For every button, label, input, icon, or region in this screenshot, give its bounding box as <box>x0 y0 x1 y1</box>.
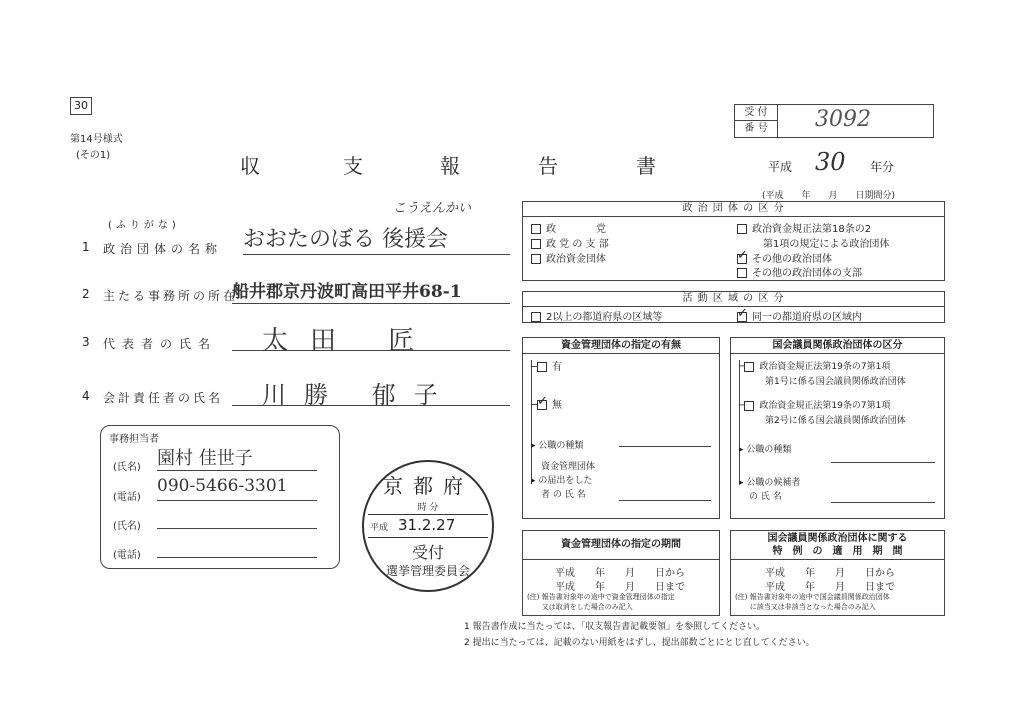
org-type-option[interactable]: 政 党 の 支 部 <box>531 235 609 250</box>
activity-option[interactable]: 2以上の都道府県の区域等 <box>531 308 662 323</box>
fund-mgmt-office-type: ▸ 公職の種類 <box>531 441 584 451</box>
fund-mgmt-no[interactable]: ─ ✓ 無 <box>531 394 563 411</box>
checkbox[interactable] <box>531 239 541 249</box>
diet-period-section <box>730 530 945 616</box>
field-2-number: 2 <box>82 287 90 301</box>
checkbox[interactable] <box>737 224 747 234</box>
fund-period-from: 平成 年 月 日から <box>555 568 685 579</box>
org-type-section <box>522 201 945 281</box>
field-1-number: 1 <box>82 240 90 254</box>
fund-mgmt-header: 資金管理団体の指定の有無 <box>523 338 719 354</box>
org-type-option[interactable]: 政 党 <box>531 220 606 235</box>
checkbox[interactable] <box>737 268 747 278</box>
staff-name-value: 園村 佳世子 <box>157 444 317 471</box>
office-address-value: 船井郡京丹波町高田平井68-1 <box>232 277 510 304</box>
checkbox[interactable] <box>531 224 541 234</box>
stamp-era: 平成 <box>370 523 389 533</box>
furigana-label: (ふりがな) <box>108 220 180 231</box>
representative-name-value: 太田 匠 <box>232 320 510 351</box>
staff-phone-value: 090-5466-3301 <box>157 476 317 501</box>
diet-period-from: 平成 年 月 日から <box>765 568 895 579</box>
staff-name2-label: (氏名) <box>113 521 141 532</box>
diet-org-item2-cont: 第2号に係る国会議員関係政治団体 <box>765 416 906 426</box>
diet-org-header: 国会議員関係政治団体の区分 <box>731 338 944 354</box>
staff-name-label: (氏名) <box>113 462 141 473</box>
receipt-label-2: 番 号 <box>744 123 768 134</box>
stamp-received: 受付 <box>411 543 444 562</box>
stamp-time: 時 分 <box>417 503 439 513</box>
staff-phone-label: (電話) <box>113 492 141 503</box>
staff-phone2-line <box>157 539 317 558</box>
year-suffix: 年分 <box>870 160 895 174</box>
stamp-bottom: 選挙管理委員会 <box>385 564 470 578</box>
checkbox[interactable] <box>744 401 754 411</box>
footnote: 2 提出に当たっては、記載のない用紙をはずし、提出部数ごとにとじ直してください。 <box>464 638 815 648</box>
field-1-label: 政治団体の名称 <box>103 242 223 256</box>
year-value: 30 <box>815 148 846 176</box>
checkbox[interactable] <box>531 312 541 322</box>
form-sub-label: (その1) <box>76 150 111 161</box>
field-4-number: 4 <box>82 389 90 403</box>
diet-org-section <box>730 337 945 519</box>
org-type-option[interactable]: 政治資金規正法第18条の2 <box>737 220 871 235</box>
staff-box <box>100 425 340 569</box>
year-era: 平成 <box>768 160 793 174</box>
fund-mgmt-notifier: 資金管理団体 ▸ の届出をした 者 の 氏 名 <box>531 462 596 500</box>
form-number-box: 30 <box>70 97 92 115</box>
org-type-option[interactable]: 政治資金団体 <box>531 250 606 265</box>
activity-area-section <box>522 291 945 323</box>
stamp-top: 京都府 <box>383 474 473 498</box>
receipt-stamp <box>362 460 494 592</box>
org-name-value: おおたのぼる 後援会 <box>243 222 510 255</box>
staff-phone2-label: (電話) <box>113 550 141 561</box>
form-style-label: 第14号様式 <box>70 134 123 145</box>
diet-period-note: (注) 報告書対象年の途中で国会議員関係政治団体 に該当又は非該当となった場合のみ記入 <box>735 593 890 611</box>
diet-org-office-type: ▸ 公職の種類 <box>739 445 792 455</box>
activity-option-checked[interactable]: ✓ 同一の都道府県の区域内 <box>737 306 862 323</box>
checkbox-checked[interactable]: ✓ <box>537 394 548 409</box>
furigana-value: こうえんかい <box>393 201 472 216</box>
fund-period-to: 平成 年 月 日まで <box>555 582 685 593</box>
receipt-number: 3092 <box>815 107 871 132</box>
receipt-label-1: 受 付 <box>735 105 777 121</box>
diet-org-item1-cont: 第1号に係る国会議員関係政治団体 <box>765 377 906 387</box>
org-type-option-checked[interactable]: ✓ その他の政治団体 <box>737 248 832 265</box>
fund-mgmt-yes[interactable]: ─ 有 <box>531 362 563 373</box>
date-range-note: (平成 年 月 日期間分) <box>762 191 896 201</box>
receipt-box <box>734 104 934 138</box>
diet-period-to: 平成 年 月 日まで <box>765 582 895 593</box>
org-type-option-cont: 第1項の規定による政治団体 <box>763 239 890 250</box>
diet-period-header-2: 特 例 の 適 用 期 間 <box>772 546 903 557</box>
checkbox[interactable] <box>744 362 754 372</box>
activity-area-header: 活 動 区 域 の 区 分 <box>523 292 944 307</box>
org-type-option[interactable]: その他の政治団体の支部 <box>737 264 862 279</box>
diet-org-item2[interactable]: ─ 政治資金規正法第19条の7第1項 <box>739 401 891 411</box>
diet-period-header-1: 国会議員関係政治団体に関する <box>767 533 908 544</box>
staff-title: 事務担当者 <box>109 434 159 445</box>
fund-period-note: (注) 報告書対象年の途中で資金管理団体の指定 又は取消をした場合のみ記入 <box>527 593 675 611</box>
title-char: 告 <box>538 154 558 178</box>
field-3-number: 3 <box>82 335 90 349</box>
fund-mgmt-section <box>522 337 720 519</box>
diet-org-item1[interactable]: ─ 政治資金規正法第19条の7第1項 <box>739 362 891 372</box>
diet-org-candidate: ▸ 公職の候補者 の 氏 名 <box>739 478 801 502</box>
org-type-header: 政 治 団 体 の 区 分 <box>523 202 944 217</box>
title-char: 支 <box>343 154 363 178</box>
title-char: 書 <box>636 154 656 178</box>
field-4-label: 会計責任者の氏名 <box>103 391 224 405</box>
checkbox-checked[interactable]: ✓ <box>737 306 748 321</box>
checkbox[interactable] <box>531 254 541 264</box>
checkbox[interactable] <box>537 362 547 372</box>
page-title <box>240 150 670 180</box>
checkbox-checked[interactable]: ✓ <box>737 248 748 263</box>
fund-period-header: 資金管理団体の指定の期間 <box>523 531 719 560</box>
stamp-date: 31.2.27 <box>398 516 456 534</box>
fund-period-section <box>522 530 720 616</box>
field-3-label: 代表者の氏名 <box>103 337 218 351</box>
footnote: 1 報告書作成に当たっては、「収支報告書記載要領」を参照してください。 <box>464 622 766 632</box>
title-char: 収 <box>240 154 260 178</box>
field-2-label: 主たる事務所の所在 <box>103 289 239 303</box>
title-char: 報 <box>440 154 460 178</box>
treasurer-name-value: 川勝 郁子 <box>232 375 510 406</box>
staff-name2-line <box>157 510 317 529</box>
